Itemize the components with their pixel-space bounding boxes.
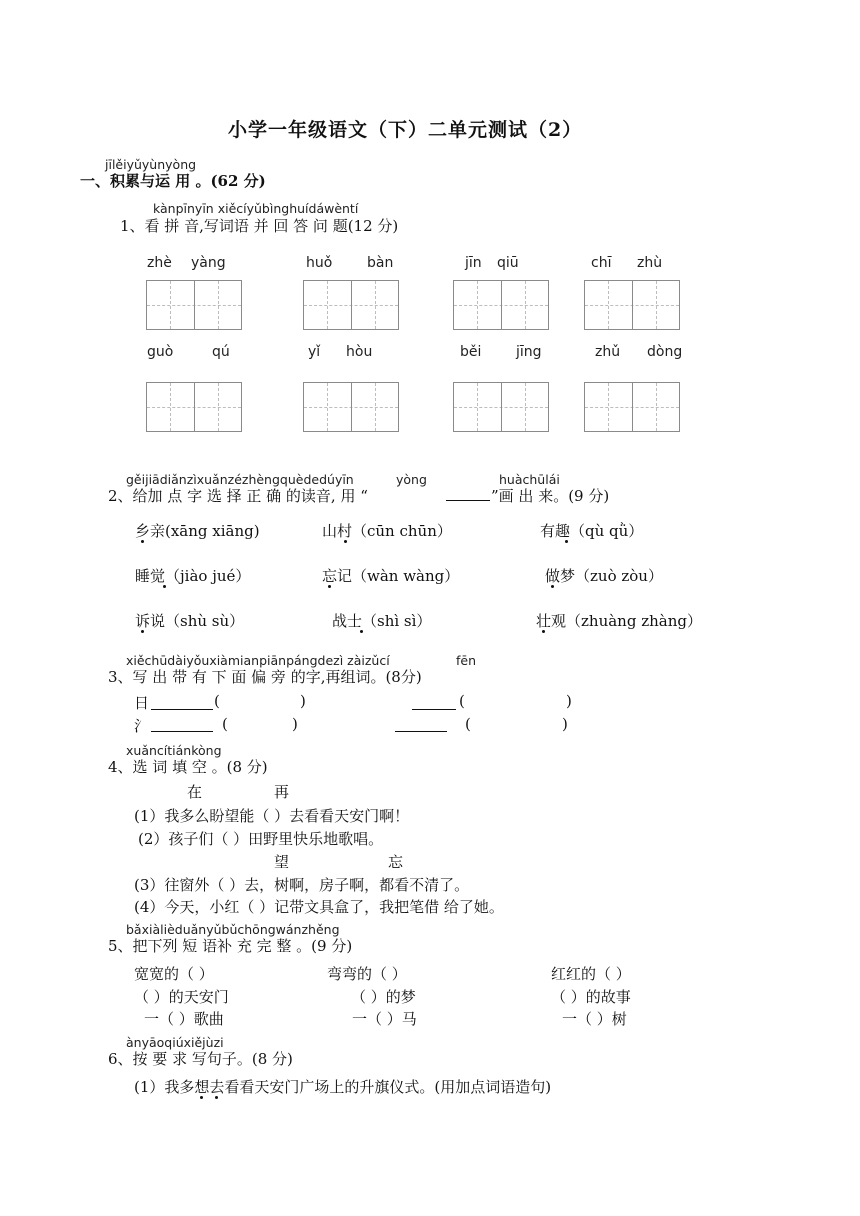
q5-phrase: （ ）的天安门	[134, 988, 229, 1006]
writing-grid[interactable]	[584, 280, 680, 330]
q2-option[interactable]: 诉说（shù sù）	[135, 612, 245, 630]
emphasis-dot	[141, 540, 144, 543]
q1-pinyin: kànpīnyīn xiěcíyǔbìnghuídáwèntí	[153, 201, 359, 216]
paren-open: (	[465, 715, 471, 733]
emphasis-dot	[215, 1096, 218, 1099]
q2-option[interactable]: 乡亲(xāng xiāng)	[135, 522, 260, 540]
emphasis-dot	[200, 1096, 203, 1099]
writing-grid[interactable]	[146, 382, 242, 432]
q1-item-8-b: dòng	[647, 344, 683, 360]
q1-item-6-b: hòu	[346, 344, 373, 360]
answer-blank[interactable]	[151, 731, 213, 732]
q5-phrase: 一（ ）歌曲	[144, 1010, 224, 1028]
q3-pinyin: xiěchūdàiyǒuxiàmianpiānpángdezì zàizǔcí	[126, 653, 390, 668]
q5-phrase: （ ）的梦	[351, 988, 416, 1006]
q1-item-4-b: zhù	[637, 255, 663, 271]
q2-pinyin-huachulai: huàchūlái	[499, 472, 560, 487]
writing-grid[interactable]	[303, 382, 399, 432]
q2-text-tail: ”画 出 来。(9 分)	[491, 487, 610, 505]
q6-pinyin: ànyāoqiúxiějùzi	[126, 1035, 224, 1050]
q6-sentence-1: (1）我多想去看看天安门广场上的升旗仪式。(用加点词语造句)	[134, 1078, 552, 1096]
q1-item-3-a: jīn	[465, 255, 482, 271]
q1-item-7-a: běi	[460, 344, 482, 360]
q3-text: 3、写 出 带 有 下 面 偏 旁 的字,再组词。(8分)	[108, 668, 422, 686]
q5-text: 5、把下列 短 语补 充 完 整 。(9 分)	[108, 937, 353, 955]
q1-item-6-a: yǐ	[308, 344, 321, 360]
q1-item-7-b: jīng	[516, 344, 542, 360]
emphasis-dot	[328, 585, 331, 588]
paren-open: (	[214, 692, 220, 710]
q4-sentence-3: (3）往窗外（ ）去，树啊，房子啊，都看不清了。	[134, 876, 470, 894]
q5-phrase: 宽宽的（ ）	[134, 965, 214, 983]
writing-grid[interactable]	[146, 280, 242, 330]
emphasis-dot	[551, 585, 554, 588]
q4-word-wang2: 忘	[388, 853, 404, 871]
q4-text: 4、选 词 填 空 。(8 分)	[108, 758, 268, 776]
q5-phrase: （ ）的故事	[551, 988, 631, 1006]
q1-item-8-a: zhǔ	[595, 344, 621, 360]
q2-pinyin-yong: yòng	[396, 472, 427, 487]
emphasis-dot	[344, 540, 347, 543]
q2-option[interactable]: 山村（cūn chūn）	[322, 522, 452, 540]
writing-grid[interactable]	[303, 280, 399, 330]
q1-text: 1、看 拼 音,写词语 并 回 答 问 题(12 分)	[120, 217, 399, 235]
q4-word-zai2: 再	[274, 783, 290, 801]
paren-close: )	[566, 692, 572, 710]
q5-phrase: 弯弯的（ ）	[327, 965, 407, 983]
emphasis-dot	[163, 585, 166, 588]
paren-close: )	[562, 715, 568, 733]
q1-item-5-b: qú	[212, 344, 230, 360]
q1-item-5-a: guò	[147, 344, 174, 360]
q5-pinyin: bǎxiàlièduǎnyǔbǔchōngwánzhěng	[126, 922, 340, 937]
q5-phrase: 一（ ）马	[352, 1010, 417, 1028]
q5-phrase: 红红的（ ）	[551, 965, 631, 983]
emphasis-dot	[141, 630, 144, 633]
emphasis-dot	[360, 630, 363, 633]
writing-grid[interactable]	[453, 382, 549, 432]
q3-radical-ri: 日	[134, 694, 150, 712]
q4-sentence-4: (4）今天，小红（ ）记带文具盒了，我把笔借 给了她。	[134, 898, 504, 916]
q1-item-3-b: qiū	[497, 255, 519, 271]
paren-open: (	[222, 715, 228, 733]
q2-pinyin: gěijiādiǎnzìxuǎnzézhèngquèdedúyīn	[126, 472, 354, 487]
q4-sentence-1: (1）我多么盼望能（ ）去看看天安门啊！	[134, 807, 410, 825]
q1-item-4-a: chī	[591, 255, 612, 271]
paren-close: )	[292, 715, 298, 733]
answer-blank[interactable]	[395, 731, 447, 732]
emphasis-dot	[565, 540, 568, 543]
q4-pinyin: xuǎncítiánkòng	[126, 743, 222, 758]
q4-sentence-2: (2）孩子们（ ）田野里快乐地歌唱。	[138, 830, 384, 848]
q1-item-1-b: yàng	[191, 255, 226, 271]
q3-radical-water: 氵	[134, 717, 150, 735]
q3-pinyin-fen: fēn	[456, 653, 477, 668]
section-pinyin: jīlěiyǔyùnyòng	[105, 157, 197, 172]
writing-grid[interactable]	[453, 280, 549, 330]
emphasis-dot	[542, 630, 545, 633]
q1-item-2-b: bàn	[367, 255, 394, 271]
answer-blank[interactable]	[412, 709, 456, 710]
q2-option[interactable]: 壮观（zhuàng zhàng）	[536, 612, 702, 630]
q1-item-1-a: zhè	[147, 255, 172, 271]
q2-option[interactable]: 做梦（zuò zòu）	[545, 567, 663, 585]
underline-mark	[446, 500, 490, 501]
q2-option[interactable]: 忘记（wàn wàng）	[322, 567, 460, 585]
answer-blank[interactable]	[151, 709, 213, 710]
q2-option[interactable]: 睡觉（jiào jué）	[135, 567, 251, 585]
q6-text: 6、按 要 求 写句子。(8 分)	[108, 1050, 293, 1068]
q2-text: 2、给加 点 字 选 择 正 确 的读音, 用 “	[108, 487, 368, 505]
paren-open: (	[459, 692, 465, 710]
q1-item-2-a: huǒ	[306, 255, 333, 271]
q2-option[interactable]: 战士（shì sì）	[332, 612, 432, 630]
q5-phrase: 一（ ）树	[562, 1010, 627, 1028]
q4-word-zai: 在	[187, 783, 203, 801]
q4-word-wang: 望	[274, 853, 290, 871]
writing-grid[interactable]	[584, 382, 680, 432]
page-title: 小学一年级语文（下）二单元测试（2）	[228, 119, 583, 141]
q2-option[interactable]: 有趣（qù qǜ）	[540, 522, 644, 540]
paren-close: )	[300, 692, 306, 710]
section-heading: 一、积累与运 用 。(62 分)	[80, 172, 266, 190]
